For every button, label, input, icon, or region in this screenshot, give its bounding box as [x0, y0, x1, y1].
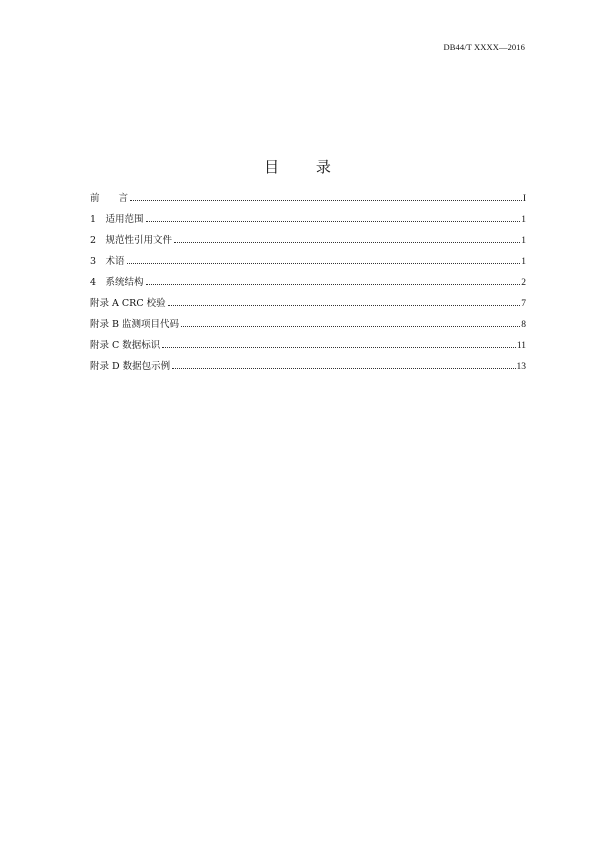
toc-entry-page: 13	[516, 362, 526, 372]
toc-leader-dots	[146, 283, 521, 285]
toc-entry-label: 附录 C 数据标识	[90, 340, 161, 351]
toc-leader-dots	[127, 262, 521, 264]
toc-leader-dots	[168, 304, 521, 306]
toc-entry-label: 附录 A CRC 校验	[90, 298, 166, 309]
toc-entry-label: 4 系统结构	[90, 277, 144, 288]
toc-entry-label: 3 术语	[90, 256, 125, 267]
toc-entry-appendix-d[interactable]	[90, 358, 526, 379]
toc-leader-dots	[174, 241, 520, 243]
toc-leader-dots	[162, 346, 516, 348]
toc-leader-dots	[146, 220, 521, 222]
toc-leader-dots	[172, 367, 515, 369]
toc-entry-terms[interactable]	[90, 253, 526, 274]
toc-entry-label: 前 言	[90, 193, 129, 204]
table-of-contents	[90, 190, 526, 379]
toc-entry-appendix-a[interactable]	[90, 295, 526, 316]
toc-leader-dots	[130, 199, 522, 201]
toc-entry-appendix-c[interactable]	[90, 337, 526, 358]
toc-entry-page: 1	[521, 215, 526, 225]
toc-entry-label: 2 规范性引用文件	[90, 235, 173, 246]
toc-entry-page: 7	[521, 299, 526, 309]
toc-entry-scope[interactable]	[90, 211, 526, 232]
toc-leader-dots	[181, 325, 520, 327]
toc-entry-foreword[interactable]	[90, 190, 526, 211]
toc-entry-label: 附录 B 监测项目代码	[90, 319, 180, 330]
toc-entry-page: 2	[521, 278, 526, 288]
toc-entry-label: 附录 D 数据包示例	[90, 361, 171, 372]
toc-entry-normative-references[interactable]	[90, 232, 526, 253]
toc-entry-appendix-b[interactable]	[90, 316, 526, 337]
toc-entry-page: 11	[516, 341, 526, 351]
toc-title: 目 录	[264, 158, 347, 176]
document-code: DB44/T XXXX—2016	[443, 42, 525, 52]
toc-entry-page: I	[522, 194, 526, 204]
toc-entry-label: 1 适用范围	[90, 214, 144, 225]
toc-entry-page: 8	[521, 320, 526, 330]
toc-entry-system-structure[interactable]	[90, 274, 526, 295]
toc-entry-page: 1	[521, 257, 526, 267]
toc-entry-page: 1	[521, 236, 526, 246]
